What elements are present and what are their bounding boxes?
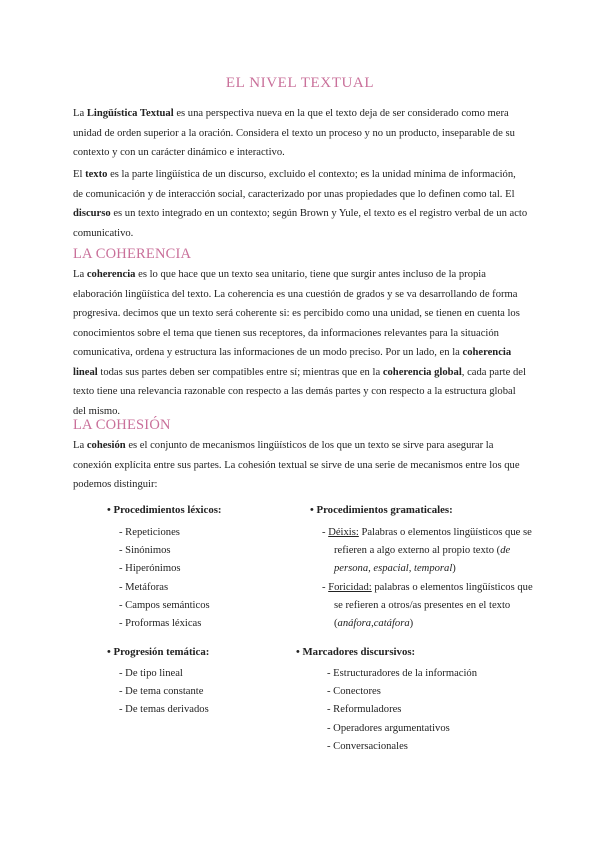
bold-term-linguistica-textual: Lingüística Textual <box>86 108 174 119</box>
list-item: - Sinónimos <box>119 545 171 557</box>
intro-paragraph-2 <box>73 165 528 243</box>
list-item: - Conectores <box>327 686 381 698</box>
list-item: - Conversacionales <box>327 740 408 752</box>
list-item: - De tema constante <box>119 686 204 698</box>
text-run: es el conjunto de mecanismos lingüísticos de los que un texto se sirve para asegurar la conexión explícita entre sus partes. La cohesión textual se sirve de una serie de mecanismos entre los que podemos distinguir: <box>73 440 520 490</box>
deixis-item: - Déixis: Palabras o elementos lingüísticos que se refieren a algo externo al propio texto (de persona, espacial, temporal) <box>322 527 532 575</box>
gramaticales-content <box>322 524 537 633</box>
text-run: La <box>73 108 87 119</box>
text-run: La <box>73 269 87 280</box>
heading-marcadores-discursivos: • Marcadores discursivos: <box>296 646 416 658</box>
text-run: El <box>73 169 86 180</box>
text-run: , cada parte del texto tiene una relevancia razonable con respecto a las demás partes y con respecto a la estructura global del mismo. <box>73 366 526 417</box>
section-heading-coherencia: LA COHERENCIA <box>73 246 192 262</box>
list-item: - Operadores argumentativos <box>327 722 450 734</box>
cohesion-paragraph <box>73 436 528 495</box>
text-run: ) <box>409 618 414 630</box>
list-progresion-tematica <box>119 665 209 720</box>
list-item: - Estructuradores de la información <box>327 668 478 679</box>
text-run: es lo que hace que un texto sea unitario, tiene que surgir antes incluso de la propia elaboración lingüística del texto. La coherencia es una cuestión de grados y se va desarrollando de forma progresiva. decimos que un texto será coherente si: es percibido como una unidad, se tienen en cuenta los conocimientos sobre el tema que tienen sus receptores, da informaciones relevantes para la situación comunicativa, ordena y estructura las informaciones de un modo preciso. Por un lado, en la <box>73 269 520 358</box>
list-item: - De tipo lineal <box>119 668 183 679</box>
page-title: EL NIVEL TEXTUAL <box>225 75 375 91</box>
list-item: - Campos semánticos <box>119 599 210 611</box>
italic-text: anáfora,catáfora <box>337 618 410 630</box>
heading-procedimientos-gramaticales: • Procedimientos gramaticales: <box>310 504 453 516</box>
italic-text: de persona, espacial, temporal <box>334 545 511 575</box>
list-item: - De temas derivados <box>119 704 209 716</box>
bold-term-texto: texto <box>85 169 108 180</box>
text-run: todas sus partes deben ser compatibles entre sí; mientras que en la <box>97 366 383 378</box>
intro-paragraph-1 <box>73 104 528 163</box>
list-item: - Hiperónimos <box>119 563 181 575</box>
list-item: - Repeticiones <box>119 527 180 538</box>
bold-term-coherencia-global: coherencia global <box>382 366 462 378</box>
bold-term-coherencia: coherencia <box>86 269 136 280</box>
text-run: es un texto integrado en un contexto; según Brown y Yule, el texto es el registro verbal de un acto comunicativo. <box>73 208 528 239</box>
deixis-label: Déixis: <box>328 527 359 538</box>
bold-term-cohesion: cohesión <box>86 440 126 451</box>
bold-term-coherencia-lineal: coherencia lineal <box>73 347 512 378</box>
list-procedimientos-lexicos <box>119 524 210 633</box>
text-run: La <box>73 440 87 451</box>
heading-procedimientos-lexicos: • Procedimientos léxicos: <box>107 504 222 516</box>
section-heading-cohesion: LA COHESIÓN <box>73 417 171 433</box>
heading-progresion-tematica: • Progresión temática: <box>107 646 210 658</box>
text-run: Palabras o elementos lingüísticos que se refieren a algo externo al propio texto ( <box>334 527 532 557</box>
coherencia-paragraph <box>73 265 528 421</box>
bold-term-discurso: discurso <box>73 208 111 219</box>
list-item: - Proformas léxicas <box>119 618 202 630</box>
list-marcadores-discursivos <box>327 665 477 756</box>
text-run: es la parte lingüística de un discurso, excluido el contexto; es la unidad mínima de información, de comunicación y de interacción social, caracterizado por unas propiedades que lo definen como tal. El <box>73 169 516 200</box>
list-item: - Metáforas <box>119 581 169 593</box>
text-run: palabras o elementos lingüísticos que se refieren a otros/as presentes en el texto ( <box>334 581 533 630</box>
text-run: ) <box>452 563 456 575</box>
foricidad-item: - Foricidad: palabras o elementos lingüísticos que se refieren a otros/as presentes en el texto (anáfora,catáfora) <box>322 581 533 630</box>
list-item: - Reformuladores <box>327 704 402 716</box>
foricidad-label: Foricidad: <box>328 581 372 593</box>
text-run: es una perspectiva nueva en la que el texto deja de ser considerado como mera unidad de orden superior a la oración. Considera el texto un proceso y no un producto, inseparable de su contexto y con un carácter dinámico e interactivo. <box>73 108 515 158</box>
